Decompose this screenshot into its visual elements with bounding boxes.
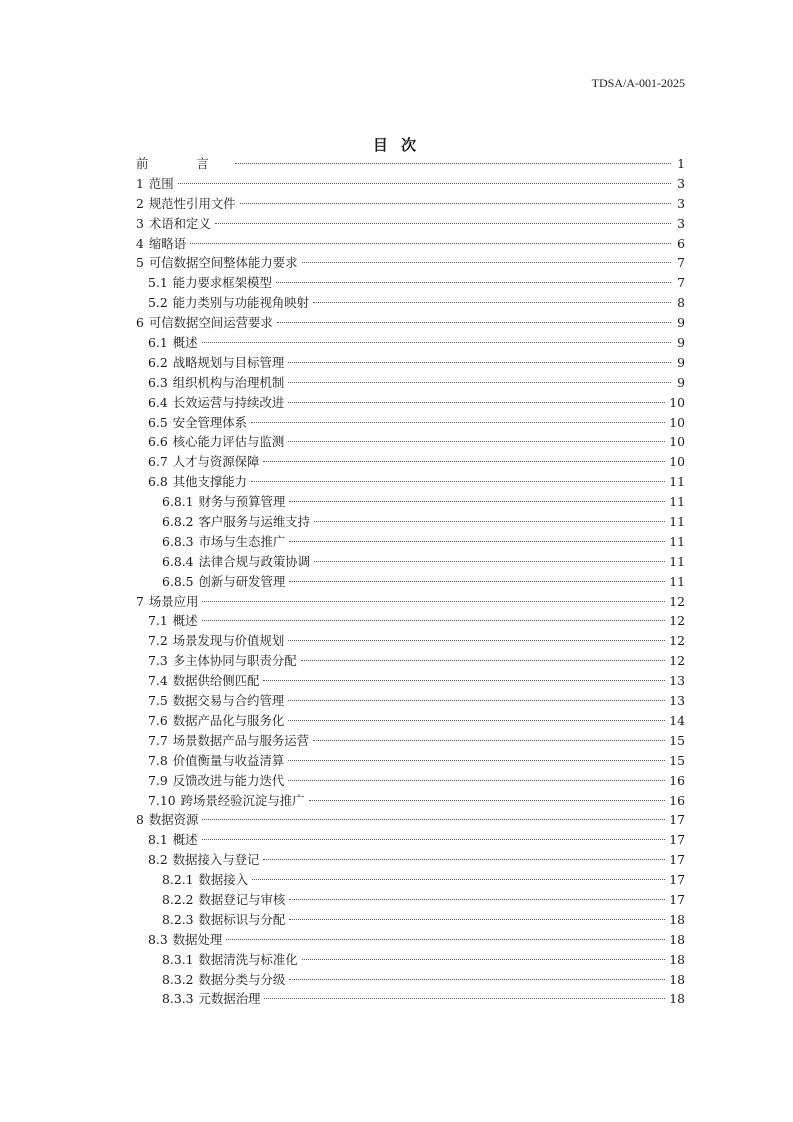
document-code: TDSA/A-001-2025: [591, 76, 685, 90]
toc-leader-dots: [251, 481, 665, 482]
toc-entry-number: 5.1: [148, 275, 168, 291]
toc-leader-dots: [288, 760, 665, 761]
toc-entry-label: 数据分类与分级: [198, 971, 286, 987]
toc-entry-number: 8.2.1: [162, 872, 194, 888]
toc-entry[interactable]: [136, 890, 685, 910]
toc-entry-number: 6.4: [148, 394, 168, 410]
toc-entry-page: 12: [669, 613, 685, 629]
toc-entry-number: 7.10: [148, 792, 176, 808]
toc-entry[interactable]: [136, 850, 685, 870]
toc-entry-label: 跨场景经验沉淀与推广: [180, 792, 305, 808]
toc-entry-page: 17: [669, 852, 685, 868]
toc-leader-dots: [264, 998, 665, 999]
toc-entry-label: 客户服务与运维支持: [198, 514, 311, 530]
toc-leader-dots: [289, 919, 665, 920]
toc-entry-page: 15: [669, 732, 685, 748]
toc-entry-number: 6.8.1: [162, 494, 194, 510]
toc-entry[interactable]: [136, 432, 685, 452]
toc-entry-page: 11: [669, 553, 685, 569]
toc-entry-label: 其他支撑能力: [172, 474, 248, 490]
toc-entry-page: 16: [669, 792, 685, 808]
toc-entry[interactable]: [136, 552, 685, 572]
toc-leader-dots: [178, 183, 671, 184]
toc-entry-page: 18: [669, 991, 685, 1007]
toc-entry-number: 7.6: [148, 712, 168, 728]
toc-entry[interactable]: [136, 592, 685, 612]
toc-entry-number: 7.5: [148, 693, 168, 709]
toc-entry-label: 概述: [172, 613, 198, 629]
toc-entry[interactable]: [136, 492, 685, 512]
toc-leader-dots: [215, 223, 671, 224]
toc-entry[interactable]: [136, 154, 685, 174]
toc-entry-page: 17: [669, 891, 685, 907]
toc-entry[interactable]: [136, 253, 685, 273]
toc-entry[interactable]: [136, 611, 685, 631]
toc-entry-number: 7.3: [148, 653, 168, 669]
toc-entry-label: 场景发现与价值规划: [172, 633, 285, 649]
toc-leader-dots: [289, 979, 665, 980]
toc-entry-page: 8: [677, 295, 685, 311]
toc-entry-label: 可信数据空间整体能力要求: [148, 255, 298, 271]
toc-leader-dots: [302, 262, 671, 263]
toc-leader-dots: [190, 243, 671, 244]
toc-entry-label: 数据接入与登记: [172, 852, 260, 868]
toc-entry-page: 18: [669, 931, 685, 947]
toc-entry-page: 12: [669, 653, 685, 669]
toc-leader-dots: [302, 959, 666, 960]
toc-title: 目 次: [372, 136, 421, 154]
toc-leader-dots: [251, 422, 665, 423]
toc-entry-number: 1: [136, 175, 144, 191]
toc-entry-page: 9: [677, 315, 685, 331]
toc-entry[interactable]: [136, 373, 685, 393]
toc-entry-number: 6.7: [148, 454, 168, 470]
toc-entry-page: 9: [677, 354, 685, 370]
toc-entry-label: 元数据治理: [198, 991, 261, 1007]
toc-entry-number: 8.3: [148, 931, 168, 947]
toc-entry[interactable]: [136, 572, 685, 592]
toc-entry-label: 能力要求框架模型: [172, 275, 272, 291]
toc-entry-page: 12: [669, 633, 685, 649]
toc-leader-dots: [314, 561, 665, 562]
toc-entry-page: 11: [669, 573, 685, 589]
toc-leader-dots: [263, 461, 665, 462]
toc-entry[interactable]: [136, 671, 685, 691]
toc-entry-label: 数据处理: [172, 931, 223, 947]
toc-entry-page: 11: [669, 533, 685, 549]
toc-entry[interactable]: [136, 950, 685, 970]
table-of-contents: [136, 154, 685, 1009]
toc-entry[interactable]: [136, 751, 685, 771]
toc-entry-page: 17: [669, 812, 685, 828]
toc-entry-label: 数据登记与审核: [198, 891, 286, 907]
toc-entry-label: 数据供给侧匹配: [172, 673, 260, 689]
toc-leader-dots: [313, 302, 671, 303]
toc-entry-label: 概述: [172, 335, 198, 351]
toc-entry[interactable]: [136, 810, 685, 830]
toc-leader-dots: [202, 839, 666, 840]
toc-entry-page: 18: [669, 951, 685, 967]
toc-entry-label: 数据产品化与服务化: [172, 712, 285, 728]
toc-entry-number: 6.6: [148, 434, 168, 450]
toc-entry-label: 场景应用: [148, 593, 199, 609]
toc-entry[interactable]: [136, 194, 685, 214]
toc-entry-number: 6.8.4: [162, 553, 194, 569]
toc-entry-page: 17: [669, 832, 685, 848]
toc-entry-label: 长效运营与持续改进: [172, 394, 285, 410]
toc-entry[interactable]: [136, 313, 685, 333]
toc-entry-number: 6.8.5: [162, 573, 194, 589]
toc-entry-number: 2: [136, 195, 144, 211]
toc-entry-label: 数据接入: [198, 872, 249, 888]
toc-entry[interactable]: [136, 989, 685, 1009]
toc-entry-label: 价值衡量与收益清算: [172, 752, 285, 768]
toc-entry-label: 前 言: [136, 156, 231, 171]
toc-leader-dots: [288, 720, 665, 721]
toc-entry-label: 可信数据空间运营要求: [148, 315, 273, 331]
toc-entry[interactable]: [136, 353, 685, 373]
toc-entry-number: 3: [136, 215, 144, 231]
toc-entry[interactable]: [136, 970, 685, 990]
toc-entry-number: 6.8: [148, 474, 168, 490]
toc-entry-page: 12: [669, 593, 685, 609]
toc-entry-label: 数据清洗与标准化: [198, 951, 298, 967]
toc-entry[interactable]: [136, 512, 685, 532]
toc-entry[interactable]: [136, 333, 685, 353]
toc-entry-page: 11: [669, 474, 685, 490]
toc-entry-label: 能力类别与功能视角映射: [172, 295, 310, 311]
toc-entry-page: 9: [677, 374, 685, 390]
toc-entry-page: 7: [677, 255, 685, 271]
toc-leader-dots: [276, 282, 671, 283]
toc-entry[interactable]: [136, 234, 685, 254]
toc-entry-number: 6.5: [148, 414, 168, 430]
toc-entry-label: 概述: [172, 832, 198, 848]
toc-entry-label: 人才与资源保障: [172, 454, 260, 470]
toc-entry[interactable]: [136, 214, 685, 234]
toc-entry-page: 1: [677, 156, 685, 171]
toc-entry-number: 6.8.3: [162, 533, 194, 549]
toc-entry-number: 8.2: [148, 852, 168, 868]
toc-leader-dots: [313, 740, 665, 741]
toc-entry[interactable]: [136, 413, 685, 433]
toc-entry-number: 6.8.2: [162, 514, 194, 530]
toc-leader-dots: [288, 402, 665, 403]
toc-entry-number: 7.9: [148, 772, 168, 788]
toc-entry-number: 6.3: [148, 374, 168, 390]
toc-leader-dots: [301, 660, 666, 661]
toc-entry-page: 15: [669, 752, 685, 768]
toc-entry[interactable]: [136, 631, 685, 651]
toc-entry[interactable]: [136, 830, 685, 850]
toc-entry-page: 3: [677, 195, 685, 211]
toc-entry-number: 6.1: [148, 335, 168, 351]
toc-leader-dots: [252, 879, 665, 880]
toc-entry-number: 8.1: [148, 832, 168, 848]
toc-entry-page: 18: [669, 971, 685, 987]
toc-entry-page: 10: [669, 454, 685, 470]
toc-leader-dots: [288, 362, 671, 363]
toc-leader-dots: [314, 521, 665, 522]
toc-entry-label: 反馈改进与能力迭代: [172, 772, 285, 788]
toc-leader-dots: [288, 700, 665, 701]
toc-leader-dots: [202, 819, 665, 820]
toc-entry-page: 17: [669, 872, 685, 888]
toc-entry[interactable]: [136, 711, 685, 731]
toc-leader-dots: [202, 601, 665, 602]
toc-leader-dots: [289, 899, 665, 900]
toc-entry[interactable]: [136, 731, 685, 751]
toc-entry-page: 11: [669, 494, 685, 510]
toc-entry-number: 8: [136, 812, 144, 828]
toc-entry-label: 范围: [148, 175, 174, 191]
toc-entry[interactable]: [136, 771, 685, 791]
toc-entry-number: 8.2.3: [162, 911, 194, 927]
toc-entry-page: 6: [677, 235, 685, 251]
toc-entry-page: 13: [669, 673, 685, 689]
toc-entry-page: 9: [677, 335, 685, 351]
toc-entry-label: 安全管理体系: [172, 414, 248, 430]
toc-leader-dots: [277, 322, 671, 323]
toc-entry-page: 7: [677, 275, 685, 291]
toc-entry-number: 6: [136, 315, 144, 331]
toc-leader-dots: [202, 620, 666, 621]
toc-entry-label: 数据交易与合约管理: [172, 693, 285, 709]
toc-leader-dots: [288, 382, 671, 383]
toc-entry-label: 数据资源: [148, 812, 199, 828]
toc-entry-label: 创新与研发管理: [198, 573, 286, 589]
toc-entry-page: 14: [669, 712, 685, 728]
toc-entry-label: 核心能力评估与监测: [172, 434, 285, 450]
toc-entry[interactable]: [136, 870, 685, 890]
toc-leader-dots: [288, 780, 665, 781]
toc-leader-dots: [263, 859, 665, 860]
toc-entry-number: 7.1: [148, 613, 168, 629]
toc-entry-page: 10: [669, 434, 685, 450]
toc-leader-dots: [309, 800, 666, 801]
toc-entry-page: 3: [677, 175, 685, 191]
toc-entry-number: 8.2.2: [162, 891, 194, 907]
toc-entry-number: 7.8: [148, 752, 168, 768]
toc-entry-label: 战略规划与目标管理: [172, 354, 285, 370]
toc-entry-label: 多主体协同与职责分配: [172, 653, 297, 669]
toc-entry-number: 4: [136, 235, 144, 251]
toc-entry[interactable]: [136, 174, 685, 194]
toc-entry-number: 5.2: [148, 295, 168, 311]
toc-entry-label: 数据标识与分配: [198, 911, 286, 927]
toc-entry-number: 7.2: [148, 633, 168, 649]
toc-entry-page: 18: [669, 911, 685, 927]
toc-entry[interactable]: [136, 910, 685, 930]
toc-leader-dots: [263, 680, 665, 681]
toc-entry-page: 13: [669, 693, 685, 709]
toc-entry-label: 缩略语: [148, 235, 187, 251]
toc-entry[interactable]: [136, 452, 685, 472]
toc-leader-dots: [235, 163, 671, 164]
toc-leader-dots: [289, 541, 665, 542]
toc-entry-number: 8.3.3: [162, 991, 194, 1007]
toc-entry-page: 10: [669, 414, 685, 430]
toc-leader-dots: [226, 939, 665, 940]
toc-entry-number: 6.2: [148, 354, 168, 370]
toc-entry-number: 7.7: [148, 732, 168, 748]
toc-entry-number: 7: [136, 593, 144, 609]
toc-entry[interactable]: [136, 472, 685, 492]
toc-leader-dots: [240, 203, 671, 204]
toc-entry-label: 法律合规与政策协调: [198, 553, 311, 569]
toc-entry-label: 市场与生态推广: [198, 533, 286, 549]
toc-entry[interactable]: [136, 532, 685, 552]
toc-entry[interactable]: [136, 791, 685, 811]
toc-entry-label: 场景数据产品与服务运营: [172, 732, 310, 748]
toc-entry-page: 11: [669, 514, 685, 530]
toc-entry-number: 8.3.2: [162, 971, 194, 987]
toc-entry-page: 10: [669, 394, 685, 410]
toc-leader-dots: [288, 441, 665, 442]
toc-entry[interactable]: [136, 651, 685, 671]
toc-leader-dots: [289, 581, 665, 582]
toc-entry[interactable]: [136, 293, 685, 313]
toc-leader-dots: [202, 342, 672, 343]
toc-entry[interactable]: [136, 273, 685, 293]
toc-entry-label: 术语和定义: [148, 215, 211, 231]
toc-entry[interactable]: [136, 930, 685, 950]
toc-entry[interactable]: [136, 691, 685, 711]
toc-entry-label: 组织机构与治理机制: [172, 374, 285, 390]
toc-leader-dots: [288, 640, 665, 641]
toc-entry-page: 3: [677, 215, 685, 231]
toc-entry-number: 8.3.1: [162, 951, 194, 967]
toc-entry-label: 财务与预算管理: [198, 494, 286, 510]
toc-entry-number: 5: [136, 255, 144, 271]
toc-entry-number: 7.4: [148, 673, 168, 689]
toc-entry-page: 16: [669, 772, 685, 788]
toc-entry-label: 规范性引用文件: [148, 195, 236, 211]
toc-leader-dots: [289, 501, 665, 502]
toc-entry[interactable]: [136, 393, 685, 413]
